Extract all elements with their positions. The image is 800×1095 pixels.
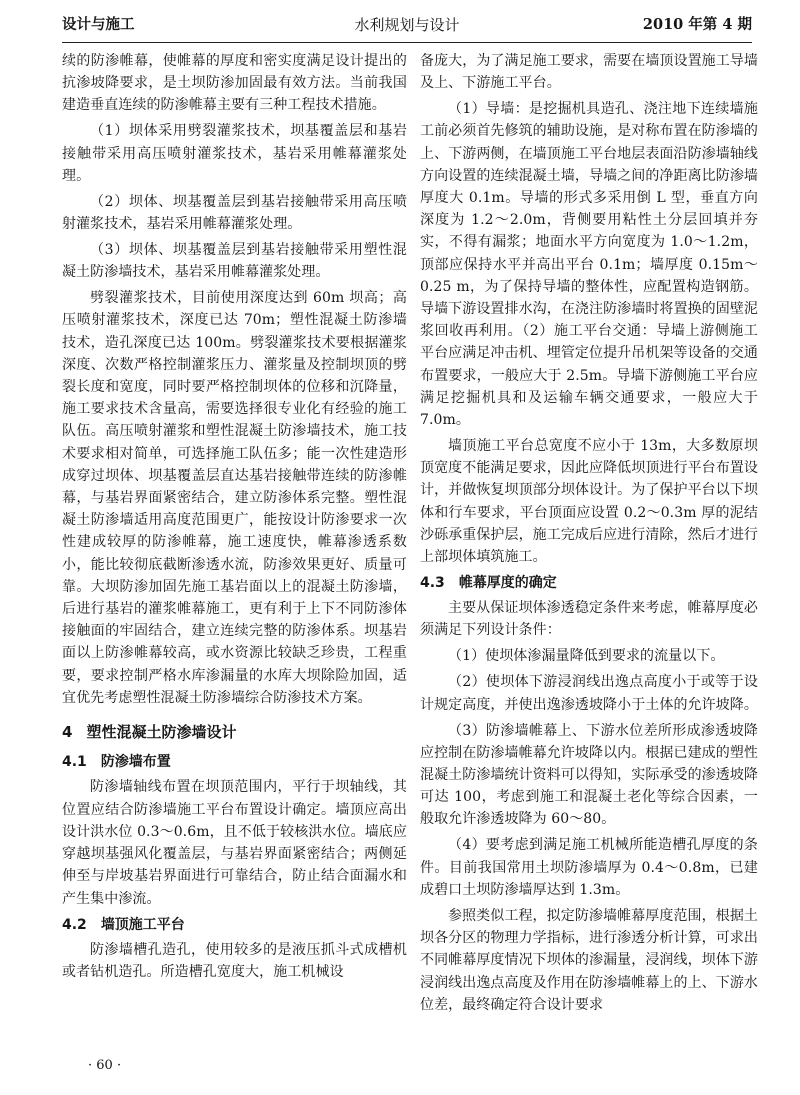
paragraph: 防渗墙槽孔造孔，使用较多的是液压抓斗式成槽机或者钻机造孔。所造槽孔宽度大，施工机械设 <box>62 941 407 980</box>
journal-title: 水利规划与设计 <box>354 16 460 34</box>
paragraph: （1）使坝体渗漏量降低到要求的流量以下。 <box>448 648 725 665</box>
subsection-heading-4-1 <box>62 751 407 773</box>
subsection-heading-4-3 <box>420 572 758 594</box>
subsection-title: 帷幕厚度的确定 <box>458 575 557 592</box>
paragraph: 参照类似工程，拟定防渗墙帷幕厚度范围，根据土坝各分区的物理力学指标，进行渗透分析计算，可求出不同帷幕厚度情况下坝体的渗漏量，浸润线，坝体下游浸润线出逸点高度及作用在防渗墙帷幕上的上、下游水位差，最终确定符合设计要求 <box>420 907 758 1013</box>
section-number: 4 <box>62 723 73 742</box>
paragraph: （1）导墙：是挖掘机具造孔、浇注地下连续墙施工前必须首先修筑的辅助设施，是对称布置在防渗墙的上、下游两侧，在墙顶施工平台地层表面沿防渗墙轴线方向设置的连续混凝土墙，导墙之间的净距离比防渗墙厚度大 0.1m。导墙的形式多采用倒 L 型，垂直方向深度为 1.2～2.0m，背侧要用粘性土分层回填并夯实，不得有漏浆；地面水平方向宽度为 1.0～1.2m，顶部应保持水平并高出平台 0.1m；墙厚度 0.15m～0.25 m，为了保持导墙的整体性，应配置构造钢筋。导墙下游设置排水沟，在浇注防渗墙时将置换的固壁泥浆回收再利用。（2）施工平台交通：导墙上游侧施工平台应满足冲击机、埋管定位提升吊机架等设备的交通布置要求，一般应大于 2.5m。导墙下游侧施工平台应满足挖掘机具和及运输车辆交通要求，一般应大于 7.0m。 <box>420 101 758 429</box>
paragraph: 防渗墙轴线布置在坝顶范围内，平行于坝轴线，其位置应结合防渗墙施工平台布置设计确定。墙顶应高出设计洪水位 0.3～0.6m，且不低于较核洪水位。墙底应穿越坝基强风化覆盖层，与基岩界面紧密结合；两侧延伸至与岸坡基岩界面进行可靠结合，防止结合面漏水和产生集中渗流。 <box>62 779 407 907</box>
section-heading-4 <box>62 721 407 743</box>
subsection-number: 4.2 <box>62 916 87 933</box>
paragraph: （4）要考虑到满足施工机械所能造槽孔厚度的条件。目前我国常用土坝防渗墙厚为 0.4～0.8m，已建成碧口土坝防渗墙厚达到 1.3m。 <box>420 837 758 898</box>
paragraph: （2）使坝体下游浸润线出逸点高度小于或等于设计规定高度，并使出逸渗透坡降小于土体的允许坡降。 <box>420 674 758 713</box>
paragraph: 主要从保证坝体渗透稳定条件来考虑，帷幕厚度必须满足下列设计条件： <box>420 600 758 639</box>
section-label: 设计与施工 <box>62 17 135 33</box>
page-number: · 60 · <box>88 1058 122 1073</box>
subsection-number: 4.3 <box>420 575 445 592</box>
left-column <box>62 50 407 987</box>
header-rule <box>62 42 752 43</box>
paragraph: 劈裂灌浆技术，目前使用深度达到 60m 坝高；高压喷射灌浆技术，深度已达 70m；塑性混凝土防渗墙技术，造孔深度已达 100m。劈裂灌浆技术要根据灌浆深度、次数严格控制灌浆压力、灌浆量及控制坝顶的劈裂长度和宽度，同时要严格控制坝体的位移和沉降量，施工要求技术含量高，需要选择很专业化有经验的施工队伍。高压喷射灌浆和塑性混凝土防渗墙技术，施工技术要求相对简单，可选择施工队伍多；能一次性建造形成穿过坝体、坝基覆盖层直达基岩接触带连续的防渗帷幕，与基岩界面紧密结合，建立防渗体系完整。塑性混凝土防渗墙适用高度范围更广，能按设计防渗要求一次性建成较厚的防渗帷幕，施工速度快，帷幕渗透系数小，能比较彻底截断渗透水流，防渗效果更好、质量可靠。大坝防渗加固先施工基岩面以上的混凝土防渗墙，后进行基岩的灌浆帷幕施工，更有利于上下不同防渗体接触面的牢固结合，建立连续完整的防渗体系。坝基岩面以上防渗帷幕较高，或水资源比较缺乏珍贵，工程重要，要求控制严格水库渗漏量的水库大坝除险加固，适宜优先考虑塑性混凝土防渗墙综合防渗技术方案。 <box>62 290 407 706</box>
paragraph: 续的防渗帷幕，使帷幕的厚度和密实度满足设计提出的抗渗坡降要求，是土坝防渗加固最有效方法。当前我国建造垂直连续的防渗帷幕主要有三种工程技术措施。 <box>62 53 407 114</box>
subsection-title: 防渗墙布置 <box>100 754 171 771</box>
paragraph: 墙顶施工平台总宽度不应小于 13m，大多数原坝顶宽度不能满足要求，因此应降低坝顶进行平台布置设计，并做恢复坝顶部分坝体设计。为了保护平台以下坝体和行车要求，平台顶面应设置 0.2～0.3m 厚的泥结沙砾承重保护层，施工完成后应进行清除，然后才进行上部坝体填筑施工。 <box>420 438 758 566</box>
subsection-heading-4-2 <box>62 914 407 936</box>
issue-label: 2010 年第 4 期 <box>642 16 752 33</box>
paragraph: （1）坝体采用劈裂灌浆技术，坝基覆盖层和基岩接触带采用高压喷射灌浆技术，基岩采用帷幕灌浆处理。 <box>62 123 407 184</box>
subsection-title: 墙顶施工平台 <box>100 916 185 933</box>
page-header <box>62 10 752 40</box>
right-column <box>420 50 758 1020</box>
paragraph: （3）坝体、坝基覆盖层到基岩接触带采用塑性混凝土防渗墙技术，基岩采用帷幕灌浆处理。 <box>62 242 407 281</box>
paragraph: 备庞大，为了满足施工要求，需要在墙顶设置施工导墙及上、下游施工平台。 <box>420 53 758 92</box>
paragraph: （3）防渗墙帷幕上、下游水位差所形成渗透坡降应控制在防渗墙帷幕允许坡降以内。根据已建成的塑性混凝土防渗墙统计资料可以得知，实际承受的渗透坡降可达 100，考虑到施工和混凝土老化等综合因素，一般取允许渗透坡降为 60～80。 <box>420 722 758 828</box>
subsection-number: 4.1 <box>62 754 87 771</box>
paragraph: （2）坝体、坝基覆盖层到基岩接触带采用高压喷射灌浆技术，基岩采用帷幕灌浆处理。 <box>62 193 407 233</box>
section-title: 塑性混凝土防渗墙设计 <box>86 723 237 742</box>
